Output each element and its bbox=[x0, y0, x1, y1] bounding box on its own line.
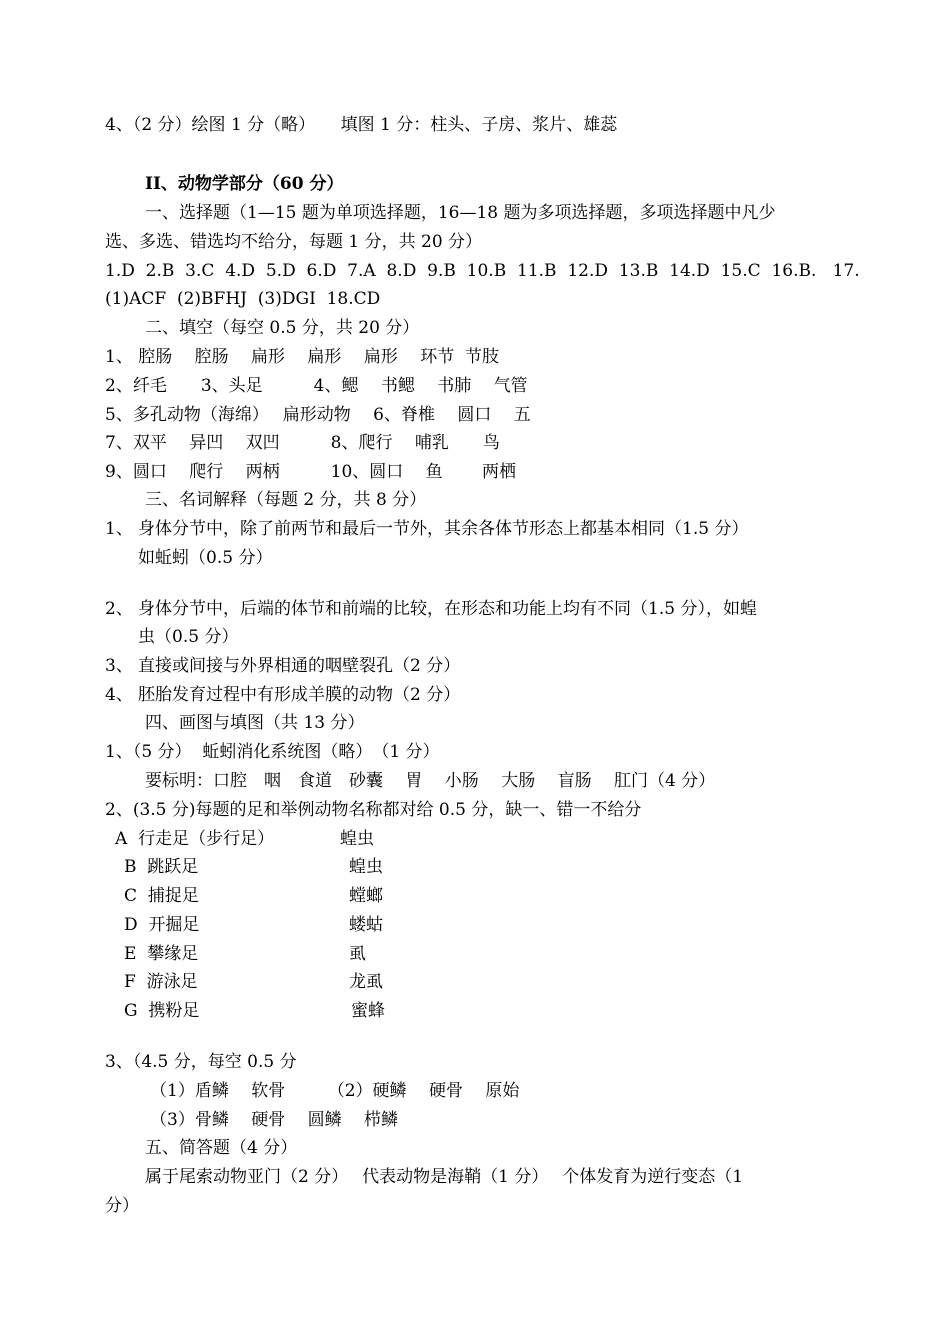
part3-item-2-line1: 身体分节中，后端的体节和前端的比较，在形态和功能上均有不同（1.5 分），如蝗 bbox=[138, 599, 757, 619]
part4-question-3-line2: （3）骨鳞 硬骨 圆鳞 栉鳞 bbox=[150, 1110, 399, 1130]
part2-heading: 二、填空（每空 0.5 分，共 20 分） bbox=[145, 318, 420, 338]
leg-type-c: C 捕捉足 bbox=[124, 886, 199, 906]
part5-heading: 五、简答题（4 分） bbox=[145, 1138, 298, 1158]
leg-type-e: E 攀缘足 bbox=[124, 944, 199, 964]
leg-type-f: F 游泳足 bbox=[124, 972, 198, 992]
leg-type-g: G 携粉足 bbox=[124, 1001, 200, 1021]
part4-question-1: 1、（5 分） 蚯蚓消化系统图（略） （1 分） bbox=[105, 742, 440, 762]
part3-item-1-number: 1、 bbox=[105, 519, 133, 539]
part1-heading-line1: 一、选择题（1—15 题为单项选择题，16—18 题为多项选择题，多项选择题中凡少 bbox=[145, 203, 776, 223]
leg-type-d: D 开掘足 bbox=[124, 915, 200, 935]
part3-heading: 三、名词解释（每题 2 分，共 8 分） bbox=[145, 490, 427, 510]
part3-item-3-line1: 直接或间接与外界相通的咽壁裂孔（2 分） bbox=[138, 656, 461, 676]
leg-animal-g: 蜜蜂 bbox=[351, 1001, 385, 1021]
part2-line-2: 2、纤毛 3、头足 4、鳃 书鳃 书肺 气管 bbox=[105, 376, 528, 396]
leg-animal-f: 龙虱 bbox=[349, 972, 383, 992]
part1-answers-line2: (1)ACF (2)BFHJ (3)DGI 18.CD bbox=[105, 289, 381, 309]
part3-item-3-number: 3、 bbox=[105, 656, 133, 676]
part2-line-4: 7、双平 异凹 双凹 8、爬行 哺乳 鸟 bbox=[105, 433, 500, 453]
part5-answer-line2: 分） bbox=[105, 1196, 139, 1216]
part3-item-4-line1: 胚胎发育过程中有形成羊膜的动物（2 分） bbox=[138, 685, 461, 705]
part4-question-2: 2、(3.5 分)每题的足和举例动物名称都对给 0.5 分，缺一、错一不给分 bbox=[105, 800, 642, 820]
part5-answer-line1: 属于尾索动物亚门（2 分） 代表动物是海鞘（1 分） 个体发育为逆行变态（1 bbox=[145, 1167, 744, 1187]
part3-item-1-line2: 如蚯蚓（0.5 分） bbox=[138, 548, 273, 568]
part3-item-2-number: 2、 bbox=[105, 599, 133, 619]
part3-item-2-line2: 虫（0.5 分） bbox=[138, 627, 239, 647]
part3-item-4-number: 4、 bbox=[105, 685, 133, 705]
part4-question-3: 3、（4.5 分，每空 0.5 分 bbox=[105, 1052, 297, 1072]
leg-animal-e: 虱 bbox=[349, 944, 366, 964]
leg-animal-c: 螳螂 bbox=[349, 886, 383, 906]
leg-animal-a: 蝗虫 bbox=[340, 829, 374, 849]
part2-line-5: 9、圆口 爬行 两柄 10、圆口 鱼 两栖 bbox=[105, 462, 517, 482]
part2-line-3: 5、多孔动物（海绵） 扁形动物 6、脊椎 圆口 五 bbox=[105, 405, 531, 425]
part1-heading-line2: 选、多选、错选均不给分，每题 1 分，共 20 分） bbox=[105, 232, 483, 252]
part3-item-1-line1: 身体分节中，除了前两节和最后一节外，其余各体节形态上都基本相同（1.5 分） bbox=[138, 519, 749, 539]
part4-question-1-labels: 要标明：口腔 咽 食道 砂囊 胃 小肠 大肠 盲肠 肛门（4 分） bbox=[145, 771, 716, 791]
part4-heading: 四、画图与填图（共 13 分） bbox=[145, 713, 365, 733]
leg-animal-b: 蝗虫 bbox=[349, 857, 383, 877]
leg-animal-d: 蝼蛄 bbox=[349, 915, 383, 935]
part1-answers-line1: 1.D 2.B 3.C 4.D 5.D 6.D 7.A 8.D 9.B 10.B 11.B 12.D 13.B 14.D 15.C 16.B. 17. bbox=[105, 261, 860, 281]
section-title: II、动物学部分（60 分） bbox=[145, 174, 344, 194]
part2-line-1: 1、 腔肠 腔肠 扁形 扁形 扁形 环节 节肢 bbox=[105, 347, 500, 367]
leg-type-b: B 跳跃足 bbox=[124, 857, 199, 877]
plant-question-4: 4、（2 分）绘图 1 分（略） 填图 1 分：柱头、子房、浆片、雄蕊 bbox=[105, 115, 618, 135]
part4-question-3-line1: （1）盾鳞 软骨 （2）硬鳞 硬骨 原始 bbox=[150, 1081, 520, 1101]
leg-type-a: A 行走足（步行足） bbox=[115, 829, 275, 849]
